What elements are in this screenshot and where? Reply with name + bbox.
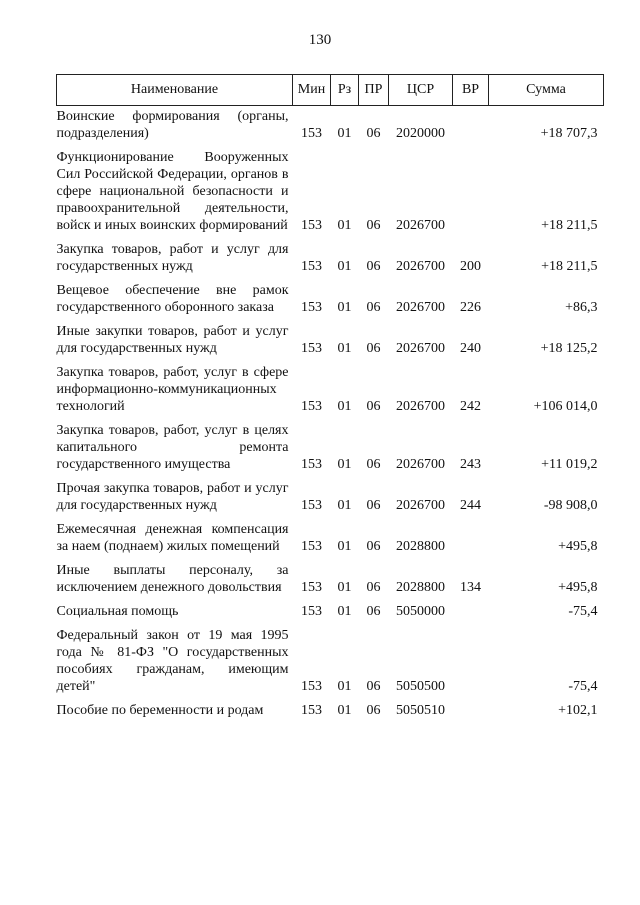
row-vr: 242: [460, 399, 481, 414]
row-min: 153: [301, 703, 322, 718]
row-min: 153: [301, 300, 322, 315]
row-csr: 2026700: [396, 457, 445, 472]
header-name: Наименование: [57, 75, 293, 106]
row-min: 153: [301, 341, 322, 356]
row-name: Воинские формирования (органы, подразделения): [56, 109, 289, 141]
row-vr: 240: [460, 341, 481, 356]
page-number: 130: [308, 32, 332, 48]
row-name: Закупка товаров, работ, услуг в сфере информационно-коммуникационных технологий: [56, 365, 289, 414]
row-pr: 06: [366, 539, 381, 554]
row-sum: +18 125,2: [540, 341, 598, 356]
row-rz: 01: [337, 341, 352, 356]
row-vr: 134: [460, 580, 481, 595]
row-min: 153: [301, 679, 322, 694]
row-pr: 06: [366, 259, 381, 274]
row-rz: 01: [337, 259, 352, 274]
row-vr: 243: [460, 457, 481, 472]
row-name: Прочая закупка товаров, работ и услуг для государственных нужд: [56, 481, 289, 513]
row-vr: [453, 603, 489, 627]
row-name: Вещевое обеспечение вне рамок государственного оборонного заказа: [56, 283, 289, 315]
header-vr: ВР: [453, 75, 489, 106]
row-pr: 06: [366, 126, 381, 141]
row-pr: 06: [366, 218, 381, 233]
table-row: [57, 702, 604, 726]
row-pr: 06: [366, 679, 381, 694]
row-rz: 01: [337, 218, 352, 233]
table-row: [57, 149, 604, 241]
row-csr: 5050000: [396, 604, 445, 619]
row-csr: 2020000: [396, 126, 445, 141]
table-row: [57, 323, 604, 364]
row-rz: 01: [337, 457, 352, 472]
row-sum: -75,4: [568, 604, 598, 619]
row-vr: [453, 106, 489, 150]
row-vr: 200: [460, 259, 481, 274]
row-sum: +495,8: [558, 580, 598, 595]
row-min: 153: [301, 580, 322, 595]
row-csr: 2026700: [396, 341, 445, 356]
row-csr: 2028800: [396, 580, 445, 595]
row-name: Пособие по беременности и родам: [56, 703, 264, 718]
row-rz: 01: [337, 126, 352, 141]
row-csr: 2028800: [396, 539, 445, 554]
row-csr: 2026700: [396, 259, 445, 274]
row-pr: 06: [366, 457, 381, 472]
row-vr: 226: [460, 300, 481, 315]
row-sum: +18 211,5: [541, 259, 598, 274]
row-vr: [453, 521, 489, 562]
row-csr: 2026700: [396, 218, 445, 233]
header-csr: ЦСР: [389, 75, 453, 106]
row-csr: 5050500: [396, 679, 445, 694]
row-min: 153: [301, 259, 322, 274]
row-sum: +11 019,2: [541, 457, 598, 472]
row-rz: 01: [337, 300, 352, 315]
table-row: [57, 627, 604, 702]
row-sum: -98 908,0: [543, 498, 598, 513]
table-row: [57, 480, 604, 521]
row-min: 153: [301, 126, 322, 141]
table-row: [57, 106, 604, 150]
row-min: 153: [301, 218, 322, 233]
row-pr: 06: [366, 399, 381, 414]
row-name: Иные выплаты персоналу, за исключением денежного довольствия: [56, 563, 289, 595]
table-row: [57, 422, 604, 480]
table-row: [57, 603, 604, 627]
row-vr: [453, 627, 489, 702]
row-csr: 2026700: [396, 498, 445, 513]
row-vr: [453, 149, 489, 241]
header-min: Мин: [293, 75, 331, 106]
table-row: [57, 521, 604, 562]
row-min: 153: [301, 457, 322, 472]
table-row: [57, 282, 604, 323]
row-pr: 06: [366, 341, 381, 356]
row-rz: 01: [337, 399, 352, 414]
budget-table: [56, 74, 604, 726]
row-vr: [453, 702, 489, 726]
table-header: [57, 75, 604, 106]
row-csr: 2026700: [396, 399, 445, 414]
row-rz: 01: [337, 539, 352, 554]
row-sum: +18 211,5: [541, 218, 598, 233]
row-min: 153: [301, 539, 322, 554]
row-csr: 2026700: [396, 300, 445, 315]
header-rz: Рз: [331, 75, 359, 106]
row-vr: 244: [460, 498, 481, 513]
row-rz: 01: [337, 703, 352, 718]
table-row: [57, 241, 604, 282]
row-name: Закупка товаров, работ и услуг для государственных нужд: [56, 242, 289, 274]
row-pr: 06: [366, 580, 381, 595]
row-name: Закупка товаров, работ, услуг в целях капитального ремонта государственного имущества: [56, 423, 289, 472]
row-min: 153: [301, 399, 322, 414]
row-name: Федеральный закон от 19 мая 1995 года № 81-ФЗ "О государственных пособиях гражданам, имеющим детей": [56, 628, 289, 694]
row-rz: 01: [337, 604, 352, 619]
table-body: [57, 106, 604, 727]
row-sum: +102,1: [558, 703, 598, 718]
row-name: Ежемесячная денежная компенсация за наем (поднаем) жилых помещений: [56, 522, 289, 554]
row-pr: 06: [366, 604, 381, 619]
row-pr: 06: [366, 300, 381, 315]
header-sum: Сумма: [489, 75, 604, 106]
row-sum: +86,3: [565, 300, 598, 315]
row-min: 153: [301, 604, 322, 619]
header-pr: ПР: [359, 75, 389, 106]
row-pr: 06: [366, 498, 381, 513]
row-sum: -75,4: [568, 679, 598, 694]
row-rz: 01: [337, 679, 352, 694]
row-name: Функционирование Вооруженных Сил Российской Федерации, органов в сфере национальной безопасности и правоохранительной деятельности, войск и иных воинских формирований: [56, 150, 289, 233]
row-rz: 01: [337, 498, 352, 513]
row-name: Иные закупки товаров, работ и услуг для государственных нужд: [56, 324, 289, 356]
row-sum: +18 707,3: [540, 126, 598, 141]
row-sum: +106 014,0: [533, 399, 598, 414]
table-row: [57, 364, 604, 422]
row-csr: 5050510: [396, 703, 445, 718]
row-rz: 01: [337, 580, 352, 595]
row-pr: 06: [366, 703, 381, 718]
table-row: [57, 562, 604, 603]
row-sum: +495,8: [558, 539, 598, 554]
row-name: Социальная помощь: [56, 604, 179, 619]
row-min: 153: [301, 498, 322, 513]
